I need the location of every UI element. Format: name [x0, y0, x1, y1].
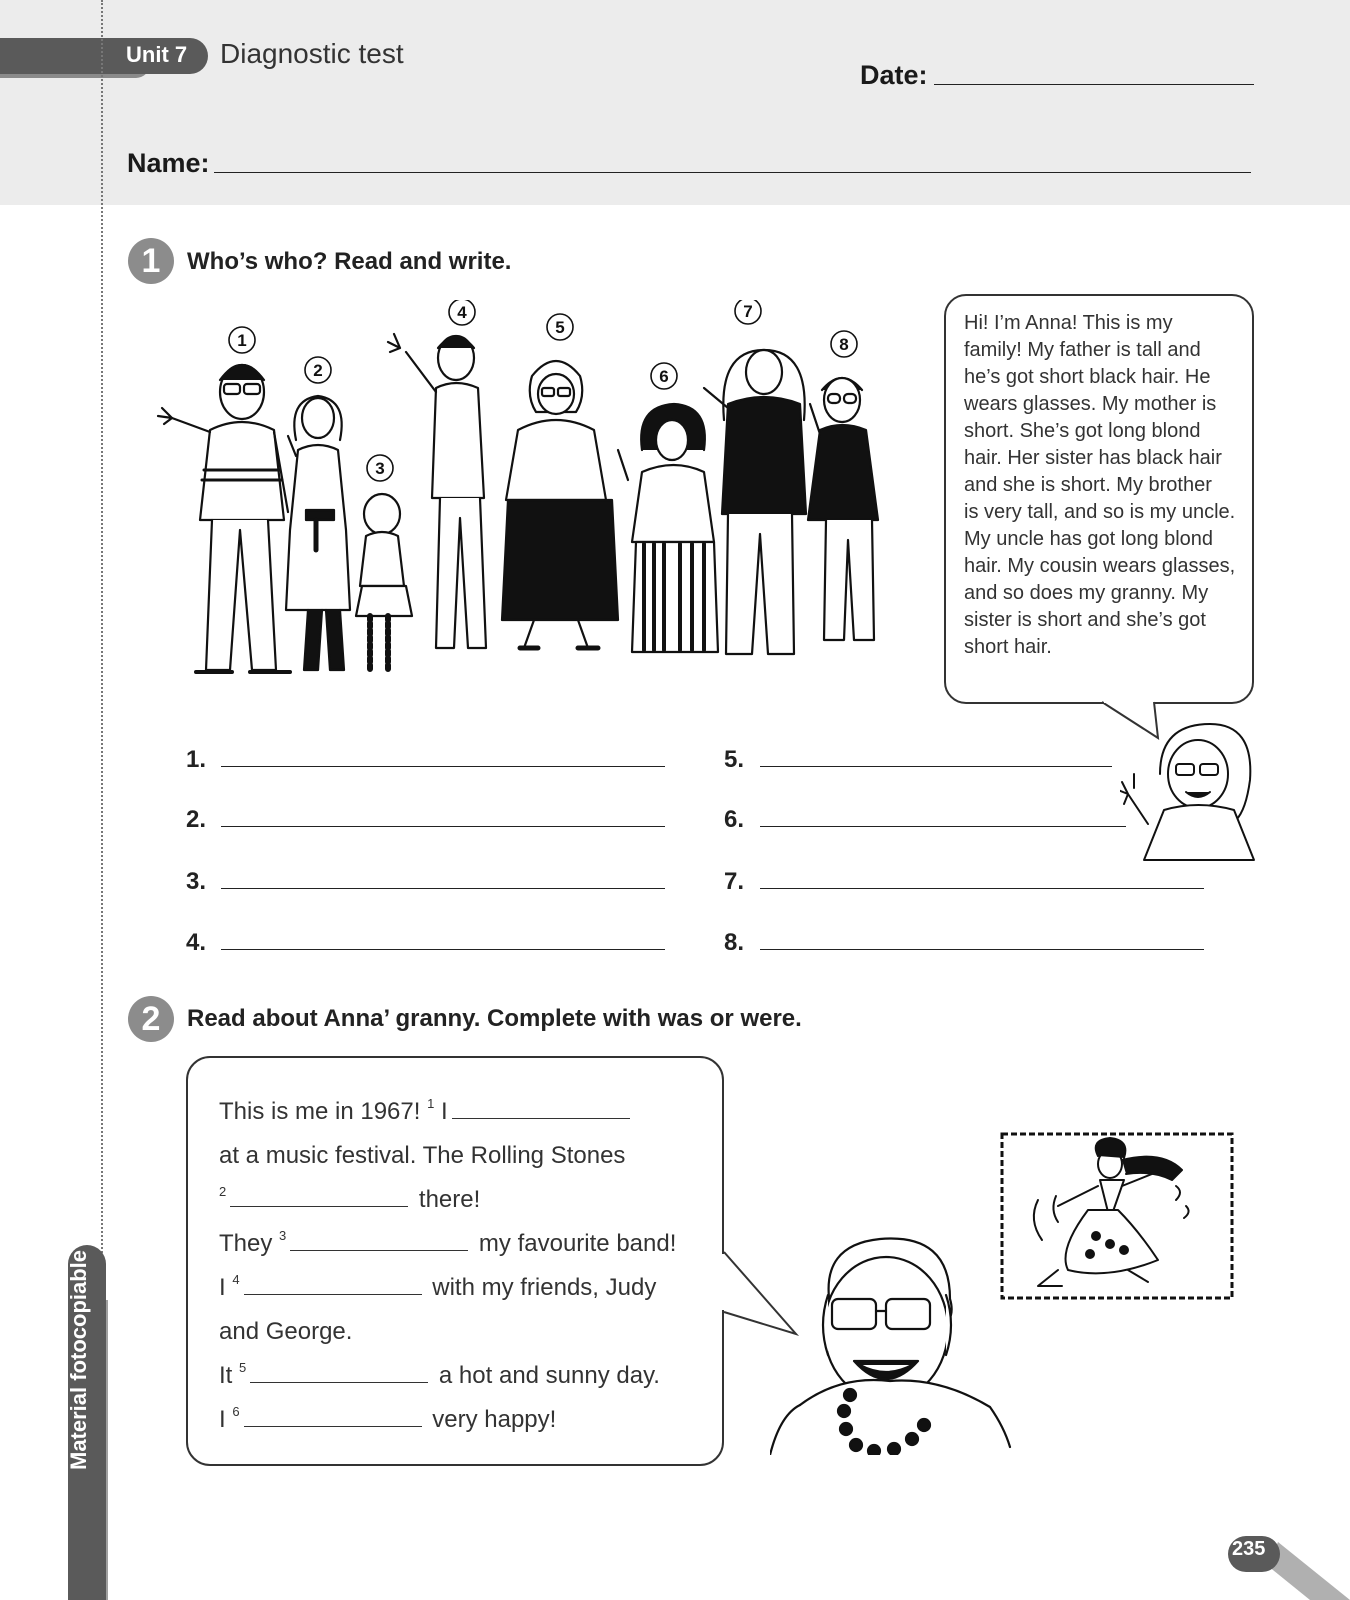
person-3-figure — [356, 494, 412, 672]
person-5-figure — [502, 361, 618, 648]
answer-field-3[interactable] — [221, 888, 665, 889]
answer-field-2[interactable] — [221, 826, 665, 827]
speech-line: hair. Her sister has black hair — [964, 447, 1222, 469]
answer-label-8: 8. — [724, 929, 745, 956]
answer-label-3: 3. — [186, 868, 207, 895]
blank-5[interactable] — [250, 1363, 428, 1383]
granny-text-line-2: at a music festival. The Rolling Stones — [219, 1142, 626, 1169]
figure-number-2 — [305, 357, 331, 383]
speech-line: short. She’s got long blond — [964, 420, 1201, 442]
speech-line: is very tall, and so is my uncle. — [964, 501, 1236, 523]
blank-2[interactable] — [230, 1187, 408, 1207]
answer-label-5: 5. — [724, 746, 745, 773]
blank-6[interactable] — [244, 1407, 422, 1427]
person-2-figure — [286, 396, 350, 670]
section-1-number: 1 — [128, 238, 174, 284]
speech-line: short hair. — [964, 636, 1052, 658]
granny-text-line-8: I $^6$ very happy! — [219, 1404, 557, 1433]
date-field[interactable] — [934, 84, 1254, 85]
person-6-figure — [618, 404, 718, 652]
svg-text:1: 1 — [237, 331, 247, 350]
granny-text-line-1: This is me in 1967! $^1$ I — [219, 1098, 634, 1126]
blank-4[interactable] — [244, 1275, 422, 1295]
blank-3[interactable] — [290, 1231, 468, 1251]
section-2-title: Read about Anna’ granny. Complete with was or were. — [187, 1005, 802, 1032]
name-field[interactable] — [214, 172, 1251, 173]
figure-number-1 — [229, 327, 255, 353]
side-label: Material fotocopiable — [66, 1249, 91, 1470]
answer-label-1: 1. — [186, 746, 207, 773]
answer-field-7[interactable] — [760, 888, 1204, 889]
svg-text:5: 5 — [555, 318, 565, 337]
section-2-number: 2 — [128, 996, 174, 1042]
granny-illustration — [770, 1225, 1040, 1455]
speech-line: My uncle has got long blond — [964, 528, 1214, 550]
figure-number-3 — [367, 455, 393, 481]
person-7-figure — [704, 350, 806, 654]
family-illustration — [150, 300, 930, 710]
anna-speech-bubble — [944, 294, 1254, 704]
speech-line: hair. My cousin wears glasses, — [964, 555, 1236, 577]
granny-text-line-3: $^2$ there! — [219, 1184, 481, 1213]
answer-label-7: 7. — [724, 868, 745, 895]
name-label: Name: — [127, 148, 210, 178]
person-8-figure — [808, 378, 878, 640]
svg-text:3: 3 — [375, 459, 385, 478]
svg-text:4: 4 — [457, 303, 467, 322]
figure-number-8 — [831, 331, 857, 357]
figure-number-6 — [651, 363, 677, 389]
figure-number-4 — [449, 300, 475, 325]
answer-field-1[interactable] — [221, 766, 665, 767]
answer-label-2: 2. — [186, 806, 207, 833]
speech-line: Hi! I’m Anna! This is my — [964, 312, 1173, 334]
granny-text-line-7: It $^5$ a hot and sunny day. — [219, 1360, 660, 1389]
date-label: Date: — [860, 60, 928, 90]
speech-line: family! My father is tall and — [964, 339, 1201, 361]
speech-line: he’s got short black hair. He — [964, 366, 1211, 388]
answer-field-5[interactable] — [760, 766, 1112, 767]
svg-text:6: 6 — [659, 367, 669, 386]
page-number: 235 — [1232, 1538, 1266, 1560]
answer-field-4[interactable] — [221, 949, 665, 950]
granny-text-line-4: They $^3$ my favourite band! — [219, 1228, 677, 1257]
answer-label-6: 6. — [724, 806, 745, 833]
speech-line: and she is short. My brother — [964, 474, 1212, 496]
granny-text-line-5: I $^4$ with my friends, Judy — [219, 1272, 657, 1301]
speech-line: and so does my granny. My — [964, 582, 1209, 604]
answer-label-4: 4. — [186, 929, 207, 956]
svg-text:2: 2 — [313, 361, 323, 380]
answer-field-8[interactable] — [760, 949, 1204, 950]
speech-line: sister is short and she’s got — [964, 609, 1206, 631]
document-title: Diagnostic test — [220, 38, 404, 69]
blank-1[interactable] — [452, 1099, 630, 1119]
figure-number-7 — [735, 300, 761, 324]
person-1-figure — [158, 365, 290, 672]
svg-text:7: 7 — [743, 302, 753, 321]
speech-line: wears glasses. My mother is — [964, 393, 1217, 415]
figure-number-5 — [547, 314, 573, 340]
section-1-title: Who’s who? Read and write. — [187, 248, 512, 275]
answer-field-6[interactable] — [760, 826, 1126, 827]
unit-label: Unit 7 — [126, 42, 188, 67]
anna-illustration — [1120, 714, 1290, 864]
granny-text-line-6: and George. — [219, 1318, 353, 1345]
svg-text:8: 8 — [839, 335, 849, 354]
